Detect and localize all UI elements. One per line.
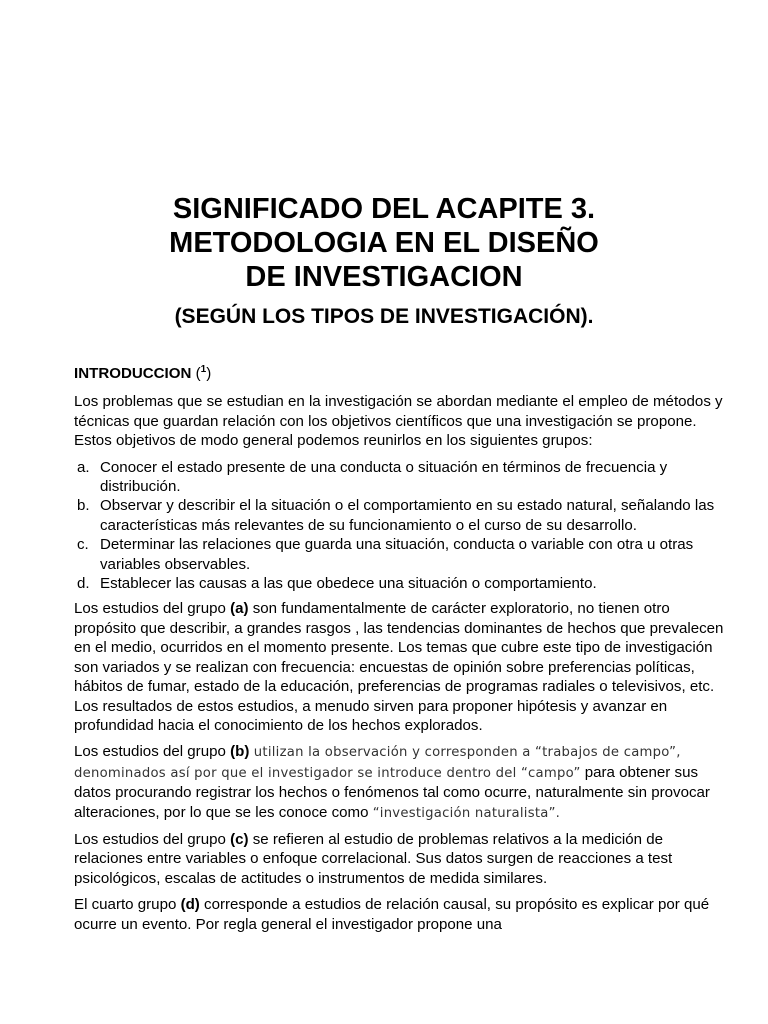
intro-heading-text: INTRODUCCION: [74, 365, 192, 382]
footnote-close: ): [206, 365, 212, 382]
objectives-list: [74, 458, 724, 594]
title-line-3: DE INVESTIGACION: [245, 261, 523, 293]
list-item-text: Establecer las causas a las que obedece una situación o comportamiento.: [100, 575, 597, 593]
group-c-prefix: Los estudios del grupo: [74, 830, 231, 848]
list-item-text: Determinar las relaciones que guarda una situación, conducta o variable con otra u otras variables observables.: [100, 536, 694, 573]
list-marker: b.: [77, 497, 90, 515]
paragraph-group-b: [74, 742, 724, 823]
list-marker: d.: [77, 575, 90, 593]
list-item: [77, 535, 724, 574]
document-subtitle: (SEGÚN LOS TIPOS DE INVESTIGACIÓN).: [174, 305, 594, 328]
group-d-label: (d): [180, 896, 200, 914]
list-marker: c.: [77, 536, 89, 554]
list-item-text: Observar y describir el la situación o el comportamiento en su estado natural, señalando las características más relevantes de su funcionamiento o el curso de su desarrollo.: [100, 497, 715, 534]
footnote-open: (: [191, 365, 201, 382]
group-a-label: (a): [230, 600, 249, 618]
intro-heading: [74, 364, 724, 383]
group-d-prefix: El cuarto grupo: [74, 896, 181, 914]
document-body: [74, 364, 724, 941]
list-item: [77, 496, 724, 535]
group-d-text: corresponde a estudios de relación causal, su propósito es explicar por qué ocurre un evento. Por regla general el investigador propone una: [74, 896, 710, 933]
title-line-2: METODOLOGIA EN EL DISEÑO: [169, 227, 599, 259]
group-b-prefix: Los estudios del grupo: [74, 743, 231, 761]
list-marker: a.: [77, 458, 90, 476]
group-a-prefix: Los estudios del grupo: [74, 600, 231, 618]
group-b-label: (b): [230, 743, 250, 761]
group-b-text: para obtener sus datos procurando registrar los hechos o fenómenos tal como ocurre, naturalmente sin provocar alteraciones, por lo que se les conoce como: [74, 763, 710, 821]
paragraph-group-c: [74, 830, 724, 888]
paragraph-group-d: [74, 895, 724, 934]
list-item-text: Conocer el estado presente de una conducta o situación en términos de frecuencia y distribución.: [100, 458, 668, 496]
title-line-1: SIGNIFICADO DEL ACAPITE 3.: [172, 193, 596, 225]
group-c-label: (c): [230, 830, 249, 848]
group-a-text: son fundamentalmente de carácter exploratorio, no tienen otro propósito que describir, a grandes rasgos , las tendencias dominantes de hechos que prevalecen en el medio, ocurridos en el momento presente. Los temas que cubre este tipo de investigación son variados y se realizan con frecuencia: encuestas de opinión sobre preferencias políticas, hábitos de fumar, estado de la educación, preferencias de programas radiales o televisivos, etc. Los resultados de estos estudios, a menudo sirven para proponer hipótesis y avanzar en profundidad hacia el conocimiento de los hechos explorados.: [74, 600, 724, 734]
paragraph-intro: Los problemas que se estudian en la investigación se abordan mediante el empleo de métodos y técnicas que guardan relación con los objetivos científicos que una investigación se propone. Estos objetivos de modo general podemos reunirlos en los siguientes grupos:: [74, 393, 723, 450]
footnote-ref: 1: [200, 363, 207, 375]
list-item: [77, 574, 724, 593]
paragraph-group-a: [74, 599, 724, 735]
document-title: [0, 192, 768, 294]
group-c-text: se refieren al estudio de problemas relativos a la medición de relaciones entre variables o enfoque correlacional. Sus datos surgen de reacciones a test psicológicos, escalas de actitudes o instrumentos de medida similares.: [74, 830, 673, 887]
group-b-alt-text-2: “investigación naturalista”.: [372, 805, 561, 821]
group-b-alt-text-1: utilizan la observación y corresponden a “trabajos de campo”, denominados así por que el investigador se introduce dentro del “campo”: [74, 745, 681, 781]
list-item: [77, 458, 724, 497]
